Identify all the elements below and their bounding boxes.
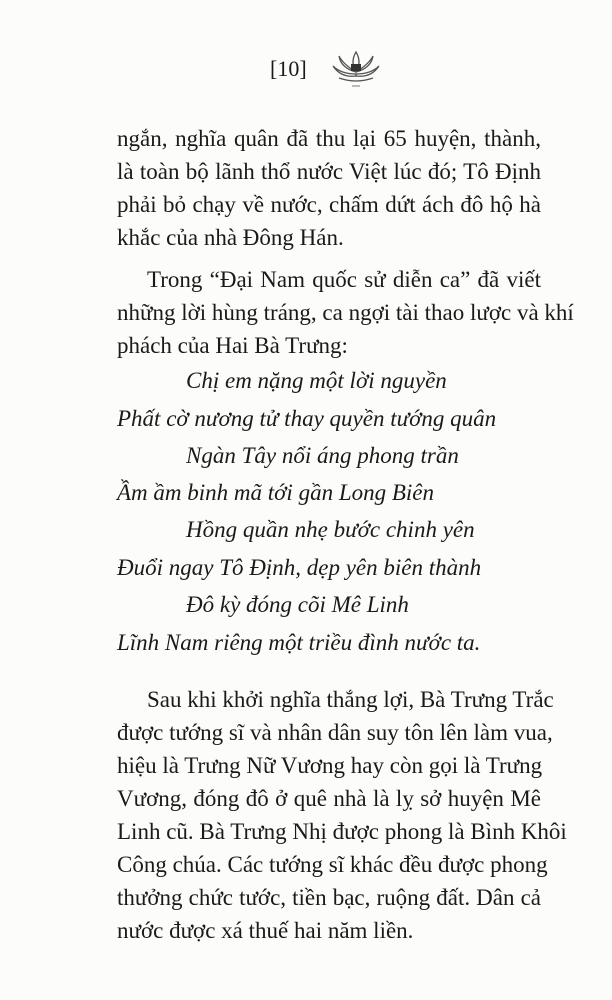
- poem-line: Phất cờ nương tử thay quyền tướng quân: [117, 406, 497, 431]
- text-line: thưởng chức tước, tiền bạc, ruộng đất. Dân cả: [117, 885, 541, 910]
- text-line: nước được xá thuế hai năm liền.: [117, 918, 414, 943]
- poem-line: Ngàn Tây nổi áng phong trần: [186, 443, 459, 468]
- text-line: là toàn bộ lãnh thổ nước Việt lúc đó; Tô Định: [117, 159, 541, 184]
- text-line: Linh cũ. Bà Trưng Nhị được phong là Bình Khôi: [117, 819, 567, 844]
- page-number: [10]: [270, 56, 307, 81]
- text-line: những lời hùng tráng, ca ngợi tài thao lược và khí: [117, 300, 574, 325]
- text-line: Trong “Đại Nam quốc sử diễn ca” đã viết: [147, 267, 541, 292]
- text-line: khắc của nhà Đông Hán.: [117, 225, 344, 250]
- text-line: Sau khi khởi nghĩa thắng lợi, Bà Trưng Trắc: [147, 687, 554, 712]
- text-line: Vương, đóng đô ở quê nhà là lỵ sở huyện Mê: [117, 786, 541, 811]
- text-line: được tướng sĩ và nhân dân suy tôn lên làm vua,: [117, 720, 553, 745]
- poem-line: Đuổi ngay Tô Định, dẹp yên biên thành: [117, 555, 482, 580]
- lotus-ornament-icon: [331, 48, 381, 88]
- poem-line: Hồng quần nhẹ bước chinh yên: [186, 517, 475, 542]
- poem-line: Chị em nặng một lời nguyền: [186, 368, 447, 393]
- text-line: hiệu là Trưng Nữ Vương hay còn gọi là Trưng: [117, 753, 543, 778]
- poem-line: Lĩnh Nam riêng một triều đình nước ta.: [117, 630, 481, 655]
- text-line: Công chúa. Các tướng sĩ khác đều được phong: [117, 852, 548, 877]
- poem-line: Ầm ầm binh mã tới gần Long Biên: [117, 480, 435, 505]
- text-line: ngắn, nghĩa quân đã thu lại 65 huyện, thành,: [117, 126, 541, 151]
- text-line: phải bỏ chạy về nước, chấm dứt ách đô hộ hà: [117, 192, 541, 217]
- text-line: phách của Hai Bà Trưng:: [117, 333, 348, 358]
- poem-line: Đô kỳ đóng cõi Mê Linh: [186, 592, 409, 617]
